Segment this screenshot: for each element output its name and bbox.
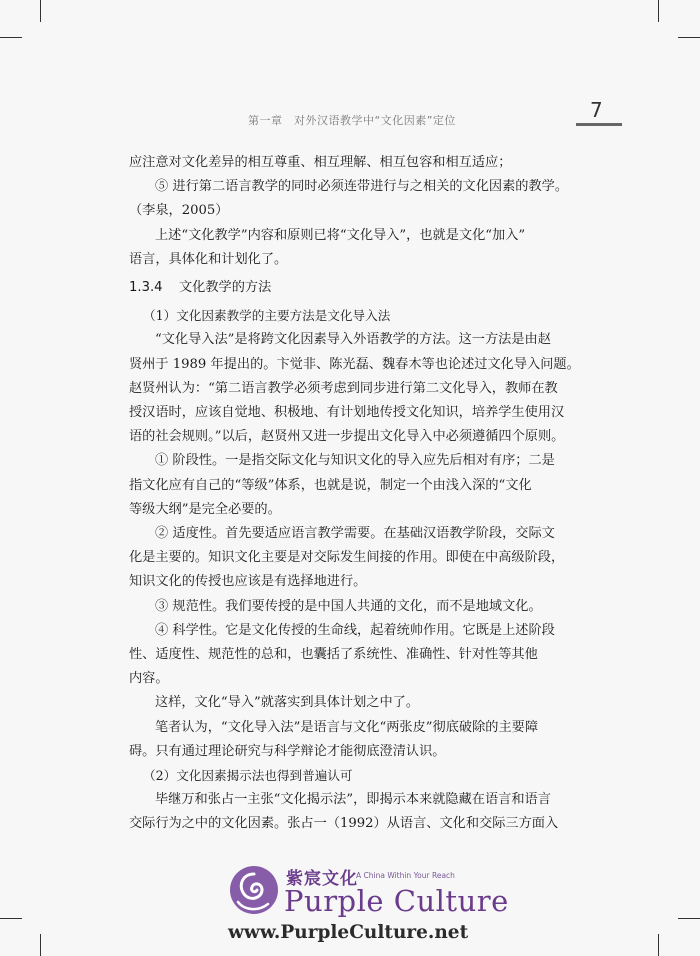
watermark-url: www.PurpleCulture.net (228, 922, 469, 943)
paragraph-line: 赵贤州认为：“第二语言教学必须考虑到同步进行第二文化导入，教师在教 (129, 380, 558, 396)
header-rule (576, 123, 622, 126)
paragraph-line: 上述“文化教学”内容和原则已将“文化导入”，也就是文化“加入” (155, 227, 526, 243)
paragraph-line: 交际行为之中的文化因素。张占一（1992）从语言、文化和交际三方面入 (129, 816, 559, 832)
paragraph-line: 碍。只有通过理论研究与科学辩论才能彻底澄清认识。 (129, 743, 446, 759)
paragraph-line: 等级大纲”是完全必要的。 (129, 501, 281, 517)
paragraph-line: 毕继万和张占一主张“文化揭示法”，即揭示本来就隐藏在语言和语言 (155, 792, 551, 808)
crop-mark-top-right-v (658, 0, 659, 22)
subheading: （1）文化因素教学的主要方法是文化导入法 (143, 308, 391, 324)
logo-chinese-name: 紫宸文化 (286, 869, 358, 889)
logo-english-name: Purple Culture (284, 884, 509, 918)
paragraph-line: “文化导入法”是将跨文化因素导入外语教学的方法。这一方法是由赵 (155, 332, 551, 348)
paragraph-line: 语言，具体化和计划化了。 (129, 251, 288, 267)
paragraph-line: 内容。 (129, 671, 169, 687)
crop-mark-bottom-right-v (658, 934, 659, 956)
section-title: 文化教学的方法 (179, 280, 272, 296)
paragraph-line: 应注意对文化差异的相互尊重、相互理解、相互包容和相互适应； (129, 155, 512, 170)
paragraph-line: 笔者认为，“文化导入法”是语言与文化“两张皮”彻底破除的主要障 (155, 719, 539, 735)
section-number: 1.3.4 (129, 280, 163, 296)
logo-tagline: A China Within Your Reach (356, 871, 455, 880)
paragraph-line: 性、适度性、规范性的总和，也囊括了系统性、准确性、针对性等其他 (129, 647, 538, 663)
paragraph-line: 化是主要的。知识文化主要是对交际发生间接的作用。即使在中高级阶段， (129, 550, 565, 566)
crop-mark-bottom-right-h (678, 918, 700, 919)
paragraph-line: ① 阶段性。一是指交际文化与知识文化的导入应先后相对有序；二是 (155, 453, 555, 469)
paragraph-line: ⑤ 进行第二语言教学的同时必须连带进行与之相关的文化因素的教学。 (155, 179, 569, 195)
paragraph-line: 这样，文化“导入”就落实到具体计划之中了。 (155, 695, 420, 711)
paragraph-line: 授汉语时，应该自觉地、积极地、有计划地传授文化知识，培养学生使用汉 (129, 405, 565, 421)
paragraph-line: ④ 科学性。它是文化传授的生命线，起着统帅作用。它既是上述阶段 (155, 622, 555, 638)
crop-mark-top-left-v (40, 0, 41, 22)
paragraph-line: 知识文化的传授也应该是有选择地进行。 (129, 574, 367, 590)
running-head: 第一章 对外汉语教学中“文化因素”定位 (248, 114, 456, 127)
paragraph-line: 语的社会规则。”以后，赵贤州又进一步提出文化导入中必须遵循四个原则。 (129, 429, 565, 445)
body-text (129, 151, 583, 837)
paragraph-line: 贤州于 1989 年提出的。卞觉非、陈光磊、魏春木等也论述过文化导入问题。 (129, 356, 580, 372)
subheading: （2）文化因素揭示法也得到普遍认可 (143, 768, 353, 784)
page-number: 7 (590, 98, 603, 122)
crop-mark-top-right-h (678, 37, 700, 38)
section-heading (129, 276, 583, 300)
paragraph-line: ② 适度性。首先要适应语言教学需要。在基础汉语教学阶段，交际文 (155, 526, 555, 542)
paragraph-line: （李泉，2005） (129, 203, 229, 219)
paragraph-line: 指文化应有自己的“等级”体系，也就是说，制定一个由浅入深的“文化 (129, 477, 532, 493)
crop-mark-bottom-left-v (40, 934, 41, 956)
purple-culture-swirl-icon (228, 864, 280, 916)
crop-mark-bottom-left-h (0, 918, 22, 919)
crop-mark-top-left-h (0, 37, 22, 38)
paragraph-line: ③ 规范性。我们要传授的是中国人共通的文化，而不是地域文化。 (155, 598, 542, 614)
